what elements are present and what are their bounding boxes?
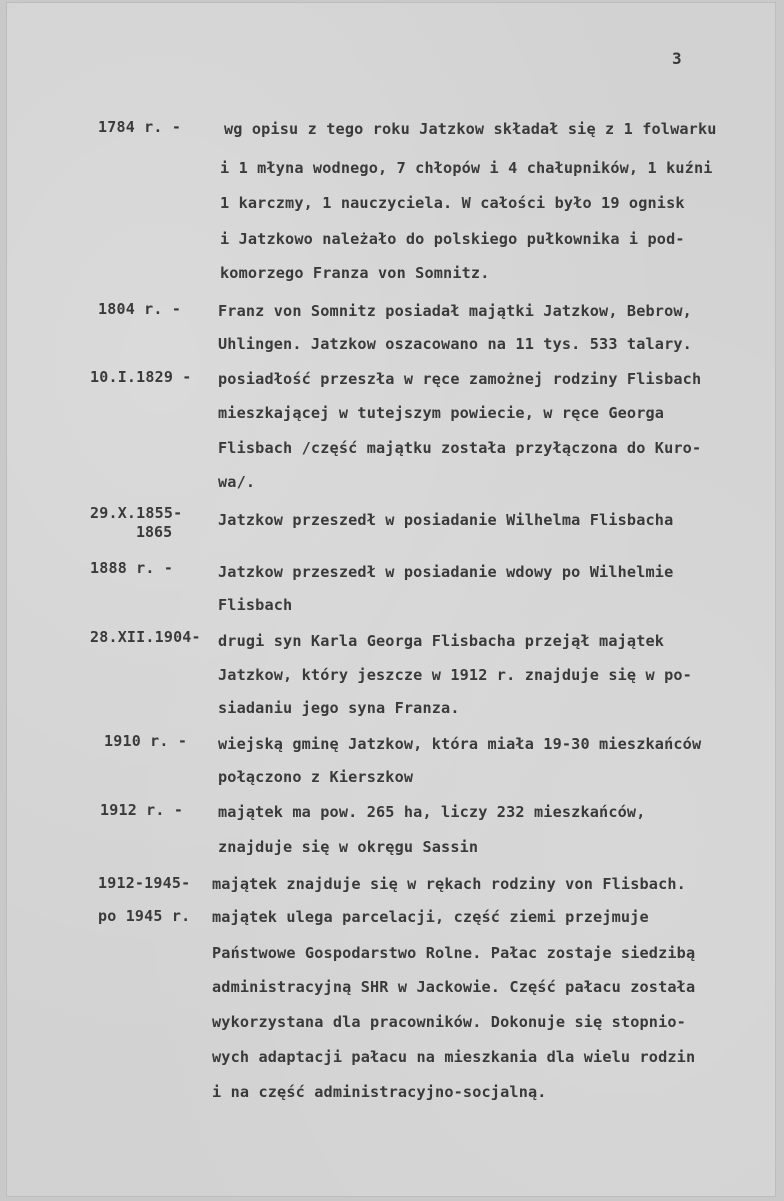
entry-text-line: 1 karczmy, 1 nauczyciela. W całości było 19 ognisk: [220, 194, 685, 212]
entry-text-line: siadaniu jego syna Franza.: [218, 699, 460, 717]
entry-text-line: Jatzkow, który jeszcze w 1912 r. znajduje się w po-: [218, 666, 692, 684]
entry-text-line: majątek znajduje się w rękach rodziny von Flisbach.: [212, 875, 686, 893]
entry-text-line: Jatzkow przeszedł w posiadanie wdowy po Wilhelmie: [218, 563, 674, 581]
entry-date: 28.XII.1904-: [90, 628, 201, 646]
page-number: 3: [672, 49, 682, 68]
entry-text-line: drugi syn Karla Georga Flisbacha przejął majątek: [218, 632, 665, 650]
entry-text-line: mieszkającej w tutejszym powiecie, w ręce Georga: [218, 404, 665, 422]
entry-text-line: wykorzystana dla pracowników. Dokonuje się stopnio-: [212, 1013, 686, 1031]
entry-date: 1912-1945-: [98, 874, 191, 892]
entry-text-line: wych adaptacji pałacu na mieszkania dla wielu rodzin: [212, 1048, 696, 1066]
entry-text-line: i 1 młyna wodnego, 7 chłopów i 4 chałupników, 1 kuźni: [220, 159, 713, 177]
entry-text-line: majątek ma pow. 265 ha, liczy 232 mieszkańców,: [218, 803, 646, 821]
entry-text-line: majątek ulega parcelacji, część ziemi przejmuje: [212, 908, 649, 926]
entry-text-line: i na część administracyjno-socjalną.: [212, 1083, 547, 1101]
entry-text-line: Franz von Somnitz posiadał majątki Jatzkow, Bebrow,: [218, 302, 692, 320]
entry-date: 1910 r. -: [104, 732, 188, 750]
entry-text-line: komorzego Franza von Somnitz.: [220, 264, 490, 282]
entry-date: 1784 r. -: [98, 118, 182, 136]
entry-text-line: i Jatzkowo należało do polskiego pułkownika i pod-: [220, 230, 685, 248]
entry-date: 29.X.1855-: [90, 504, 183, 522]
entry-text-line: posiadłość przeszła w ręce zamożnej rodziny Flisbach: [218, 370, 702, 388]
entry-text-line: Państwowe Gospodarstwo Rolne. Pałac zostaje siedzibą: [212, 944, 696, 962]
entry-text-line: Flisbach: [218, 596, 293, 614]
document-page: [6, 2, 776, 1197]
entry-text-line: Jatzkow przeszedł w posiadanie Wilhelma Flisbacha: [218, 511, 674, 529]
entry-date: po 1945 r.: [98, 907, 191, 925]
entry-text-line: administracyjną SHR w Jackowie. Część pałacu została: [212, 978, 696, 996]
entry-text-line: Uhlingen. Jatzkow oszacowano na 11 tys. 533 talary.: [218, 335, 692, 353]
entry-date: 1912 r. -: [100, 801, 184, 819]
entry-date: 1804 r. -: [98, 300, 182, 318]
entry-text-line: wa/.: [218, 473, 256, 491]
entry-text-line: Flisbach /część majątku została przyłączona do Kuro-: [218, 439, 702, 457]
entry-date: 10.I.1829 -: [90, 368, 192, 386]
entry-text-line: wg opisu z tego roku Jatzkow składał się z 1 folwarku: [224, 120, 717, 138]
entry-date-end: 1865: [136, 523, 173, 541]
entry-text-line: znajduje się w okręgu Sassin: [218, 838, 479, 856]
entry-text-line: wiejską gminę Jatzkow, która miała 19-30 mieszkańców: [218, 735, 702, 753]
entry-text-line: połączono z Kierszkow: [218, 768, 414, 786]
entry-date: 1888 r. -: [90, 559, 174, 577]
